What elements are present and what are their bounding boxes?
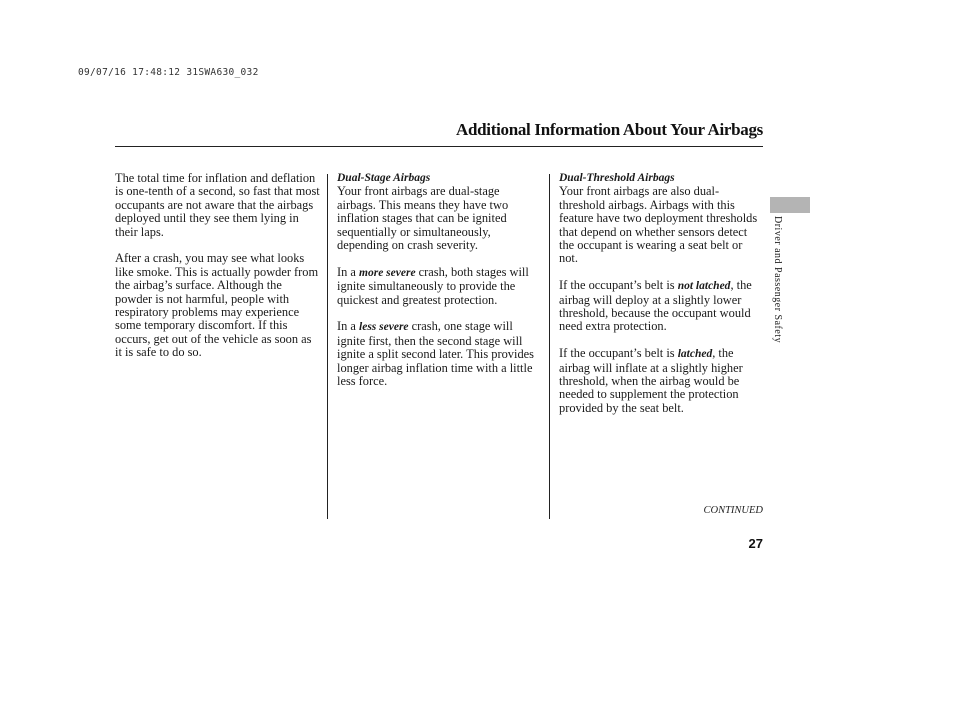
paragraph xyxy=(559,347,762,415)
section-heading-dual-threshold: Dual-Threshold Airbags xyxy=(559,172,675,184)
page-number: 27 xyxy=(748,536,763,551)
column-2 xyxy=(337,172,540,388)
emphasis: more severe xyxy=(359,266,416,279)
section-heading-dual-stage: Dual-Stage Airbags xyxy=(337,172,431,184)
emphasis: latched xyxy=(677,348,713,361)
title-rule xyxy=(115,146,763,147)
paragraph xyxy=(337,266,540,307)
text: , the airbag will inflate at a slightly higher threshold, when the airbag would be needed to supplement the protection provided by the seat belt. xyxy=(559,346,743,415)
column-divider xyxy=(549,174,550,519)
text: crash, both stages will ignite simultaneously to provide the quickest and greatest protection. xyxy=(337,264,529,307)
column-divider xyxy=(327,174,328,519)
text: If the occupant’s belt is xyxy=(559,278,678,293)
paragraph xyxy=(337,320,540,388)
emphasis: not latched xyxy=(677,280,731,293)
print-stamp: 09/07/16 17:48:12 31SWA630_032 xyxy=(78,67,259,78)
text: If the occupant’s belt is xyxy=(559,346,678,361)
section-tab-marker xyxy=(770,197,810,213)
paragraph: Your front airbags are dual-stage airbags. This means they have two inflation stages that can be ignited sequentially or simultaneously, depending on crash severity. xyxy=(337,184,509,253)
column-3 xyxy=(559,172,762,415)
column-1 xyxy=(115,172,321,360)
paragraph: The total time for inflation and deflation is one-tenth of a second, so fast that most occupants are not aware that the airbags deployed until they see them lying in their laps. xyxy=(115,171,320,239)
page-title: Additional Information About Your Airbags xyxy=(456,120,763,139)
paragraph xyxy=(559,279,762,334)
text: crash, one stage will ignite first, then the second stage will ignite a split second later. This provides longer airbag inflation time with a little less force. xyxy=(337,319,534,389)
section-tab-label: Driver and Passenger Safety xyxy=(772,216,783,344)
text: In a xyxy=(337,319,360,334)
text: , the airbag will deploy at a slightly lower threshold, because the occupant would need extra protection. xyxy=(559,278,752,334)
paragraph: After a crash, you may see what looks like smoke. This is actually powder from the airbag’s surface. Although the powder is not harmful, people with respiratory problems may experience some temporary discomfort. If this occurs, get out of the vehicle as soon as it is safe to do so. xyxy=(115,251,319,360)
text: In a xyxy=(337,264,360,279)
continued-label: CONTINUED xyxy=(703,505,763,516)
paragraph: Your front airbags are also dual-threshold airbags. Airbags with this feature have two deployment thresholds that depend on whether sensors detect the occupant is wearing a seat belt or not. xyxy=(559,184,758,266)
emphasis: less severe xyxy=(359,321,409,334)
